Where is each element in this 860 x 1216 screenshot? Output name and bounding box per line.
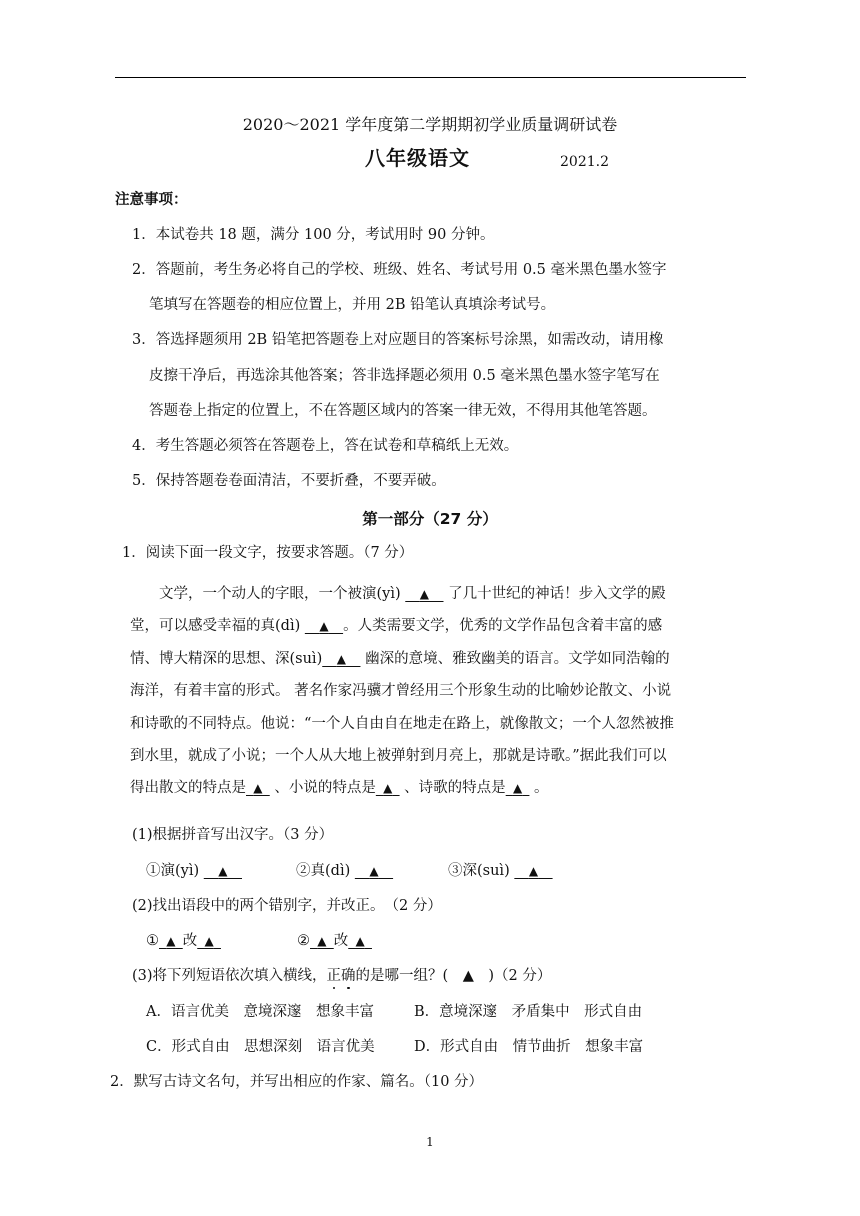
sub-question-1-item: ③深(suì) ▲ <box>448 861 553 881</box>
sub-question-1-item: ①演(yì) ▲ <box>146 861 242 881</box>
option-b: B．意境深邃 矛盾集中 形式自由 <box>414 1004 643 1020</box>
sub-question-1-item: ②真(dì) ▲ <box>296 861 393 881</box>
answer-blank: ▲ <box>317 934 327 948</box>
answer-blank: ▲ <box>336 651 346 666</box>
option-c: C．形式自由 思想深刻 语言优美 <box>146 1039 375 1055</box>
answer-blank: ▲ <box>253 781 263 796</box>
sub-question-2-item: ② ▲ 改 ▲ <box>297 931 372 951</box>
answer-blank: ▲ <box>512 781 523 796</box>
sub-question-3-stem: (3)将下列短语依次填入横线，正确的是哪一组？( ▲ )（2 分） <box>132 968 552 984</box>
answer-blank: ▲ <box>218 864 228 878</box>
passage-text: 海洋，有着丰富的形式。 著名作家冯骥才曾经用三个形象生动的比喻妙论散文、小说 <box>130 683 672 700</box>
passage-text: 得出散文的特点是 <box>130 780 246 797</box>
note-item: 5．保持答题卷卷面清洁，不要折叠，不要弄破。 <box>132 473 446 489</box>
passage-text: 。 <box>529 780 549 797</box>
exam-title: 2020～2021 学年度第二学期期初学业质量调研试卷 <box>242 115 618 134</box>
answer-blank: ▲ <box>166 934 176 948</box>
passage-text: 了几十世纪的神话！步入文学的殿 <box>443 586 666 602</box>
notes-heading: 注意事项： <box>115 192 188 208</box>
answer-blank: ▲ <box>355 934 365 948</box>
page-number: 1 <box>426 1135 434 1149</box>
option-a: A．语言优美 意境深邃 想象丰富 <box>146 1004 374 1020</box>
sub-question-2-item: ① ▲ 改 ▲ <box>146 931 221 951</box>
note-item: 4．考生答题必须答在答题卷上，答在试卷和草稿纸上无效。 <box>132 438 519 454</box>
header-rule <box>115 77 746 78</box>
emphasis-dot: 正 <box>326 968 342 984</box>
note-item: 2．答题前，考生务必将自己的学校、班级、姓名、考试号用 0.5 毫米黑色墨水签字 <box>132 262 667 278</box>
answer-blank: ▲ <box>528 864 539 878</box>
passage-text: 、诗歌的特点是 <box>399 780 506 797</box>
passage-text: 和诗歌的不同特点。他说：“一个人自由自在地走在路上，就像散文；一个人忽然被推 <box>130 715 674 732</box>
section-title: 第一部分（27 分） <box>362 510 498 528</box>
note-item: 1．本试卷共 18 题，满分 100 分，考试用时 90 分钟。 <box>132 227 495 243</box>
sub-question-2-stem: (2)找出语段中的两个错别字，并改正。 （2 分） <box>132 898 442 914</box>
exam-subject: 八年级语文 <box>365 146 470 170</box>
note-item: 答题卷上指定的位置上，不在答题区域内的答案一律无效，不得用其他笔答题。 <box>149 403 657 419</box>
sub-question-1-stem: (1)根据拼音写出汉字。（3 分） <box>132 827 334 843</box>
passage-text: 情、博大精深的思想、深(suì) <box>130 650 323 667</box>
question-2-stem: 2．默写古诗文名句，并写出相应的作家、篇名。（10 分） <box>110 1074 484 1090</box>
emphasis-dot: 确 <box>341 968 356 984</box>
passage-text: 幽深的意境、雅致幽美的语言。文学如同浩翰的 <box>360 650 670 667</box>
answer-blank: ▲ <box>319 619 329 634</box>
question-1-stem: 1．阅读下面一段文字，按要求答题。（7 分） <box>122 545 414 561</box>
option-d: D．形式自由 情节曲折 想象丰富 <box>414 1039 644 1055</box>
answer-blank: ▲ <box>383 781 393 796</box>
question-1-passage <box>130 578 702 805</box>
note-item: 笔填写在答题卷的相应位置上，并用 2B 铅笔认真填涂考试号。 <box>149 297 556 313</box>
passage-text: 。人类需要文学，优秀的文学作品包含着丰富的感 <box>343 618 663 635</box>
note-item: 皮擦干净后，再选涂其他答案；答非选择题必须用 0.5 毫米黑色墨水签字笔写在 <box>149 368 660 384</box>
answer-blank: ▲ <box>419 587 429 601</box>
passage-text: 堂，可以感受幸福的真(dì) <box>130 618 305 635</box>
exam-date: 2021.2 <box>560 154 609 170</box>
answer-blank: ▲ <box>369 864 379 878</box>
passage-text: 、小说的特点是 <box>269 780 376 797</box>
note-item: 3．答选择题须用 2B 铅笔把答题卷上对应题目的答案标号涂黑，如需改动，请用橡 <box>132 332 664 348</box>
passage-text: 文学，一个动人的字眼，一个被演(yì) <box>130 586 406 602</box>
answer-blank: ▲ <box>204 934 214 948</box>
passage-text: 到水里，就成了小说；一个人从大地上被弹射到月亮上，那就是诗歌。”据此我们可以 <box>130 748 667 765</box>
